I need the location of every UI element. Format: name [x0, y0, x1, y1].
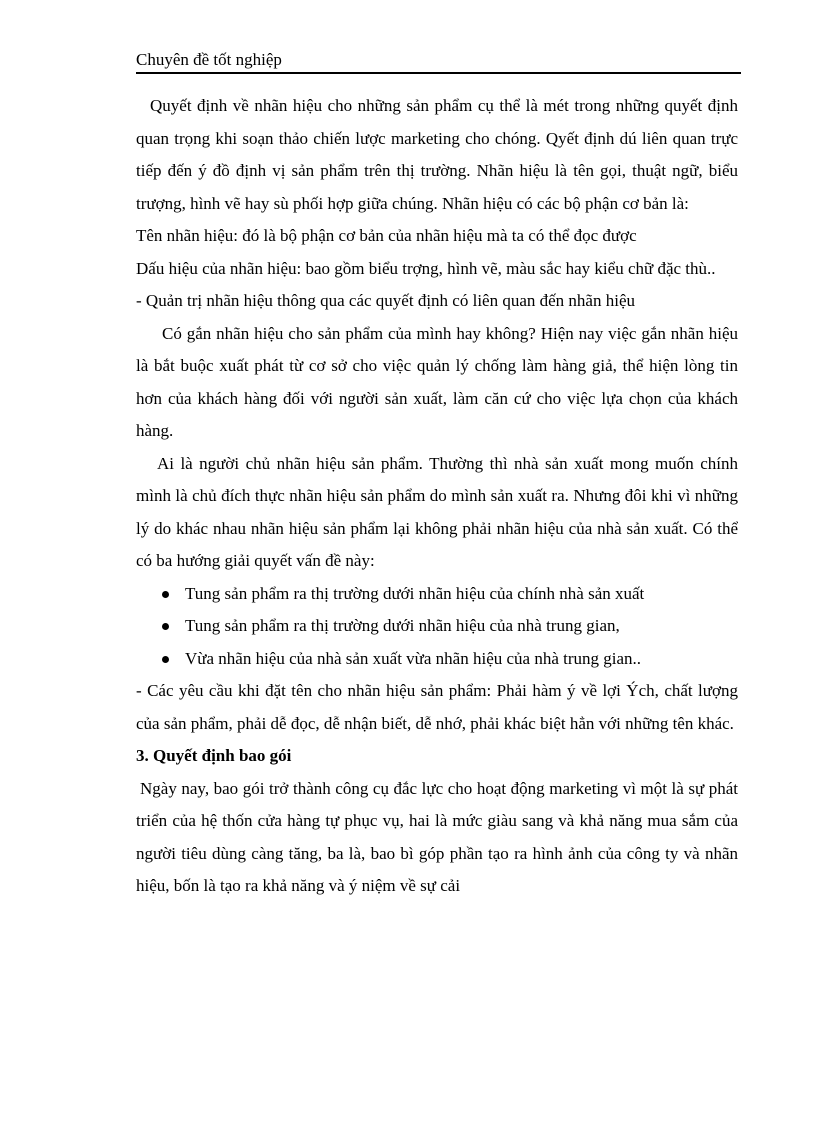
- paragraph-naming-requirements: - Các yêu cầu khi đặt tên cho nhãn hiệu sản phẩm: Phải hàm ý về lợi Ých, chất lượng của sản phẩm, phải dễ đọc, dễ nhận biết, dễ nhớ, phải khác biệt hẳn với những tên khác.: [136, 681, 738, 733]
- bullet-icon: [162, 623, 169, 630]
- page-header-title: Chuyên đề tốt nghiệp: [136, 50, 282, 69]
- paragraph-packaging: Ngày nay, bao gói trở thành công cụ đắc lực cho hoạt động marketing vì một là sự phát triển của hệ thốn cửa hàng tự phục vụ, hai là mức giàu sang và khả năng mua sắm của người tiêu dùng càng tăng, ba là, bao bì góp phần tạo ra hình ảnh của công ty và nhãn hiệu, bốn là tạo ra khả năng và ý niệm về sự cải: [136, 778, 738, 895]
- paragraph-brand-name: Tên nhãn hiệu: đó là bộ phận cơ bản của nhãn hiệu mà ta có thể đọc được: [136, 226, 637, 245]
- bullet-icon: [162, 591, 169, 598]
- list-item-text: Vừa nhãn hiệu của nhà sản xuất vừa nhãn hiệu của nhà trung gian..: [185, 648, 642, 668]
- section-heading: 3. Quyết định bao gói: [136, 746, 292, 765]
- document-body: [136, 90, 738, 903]
- paragraph-brand-mark: Dấu hiệu của nhãn hiệu: bao gồm biểu trợng, hình vẽ, màu sắc hay kiểu chữ đặc thù..: [136, 258, 716, 278]
- list-item: [136, 578, 738, 611]
- bullet-icon: [162, 656, 169, 663]
- bullet-list: [136, 578, 738, 676]
- header-divider: [136, 72, 741, 74]
- paragraph-branding-question: Có gắn nhãn hiệu cho sản phẩm của mình hay không? Hiện nay việc gắn nhãn hiệu là bắt buộc xuất phát từ cơ sở cho việc quản lý chống làm hàng giả, thể hiện lòng tin hơn của khách hàng đối với người sản xuất, làm căn cứ cho việc lựa chọn của khách hàng.: [136, 323, 738, 440]
- list-item: [136, 610, 738, 643]
- paragraph-brand-management: - Quản trị nhãn hiệu thông qua các quyết định có liên quan đến nhãn hiệu: [136, 291, 635, 310]
- list-item-text: Tung sản phẩm ra thị trường dưới nhãn hiệu của nhà trung gian,: [185, 616, 620, 635]
- list-item: [136, 643, 738, 676]
- paragraph-brand-decision: Quyết định về nhãn hiệu cho những sản phẩm cụ thể là mét trong những quyết định quan trọng khi soạn thảo chiến lược marketing cho chóng. Qyết định dú liên quan trực tiếp đến ý đồ định vị sản phẩm trên thị trường. Nhãn hiệu là tên gọi, thuật ngữ, biểu trượng, hình vẽ hay sù phối hợp giữa chúng. Nhãn hiệu có các bộ phận cơ bản là:: [136, 96, 738, 213]
- paragraph-brand-owner: Ai là người chủ nhãn hiệu sản phẩm. Thường thì nhà sản xuất mong muốn chính mình là chủ đích thực nhãn hiệu sản phẩm do mình sản xuất ra. Nhưng đôi khi vì những lý do khác nhau nhãn hiệu sản phẩm lại không phải nhãn hiệu của nhà sản xuất. Có thể có ba hướng giải quyết vấn đề này:: [136, 453, 738, 570]
- list-item-text: Tung sản phẩm ra thị trường dưới nhãn hiệu của chính nhà sản xuất: [185, 583, 645, 603]
